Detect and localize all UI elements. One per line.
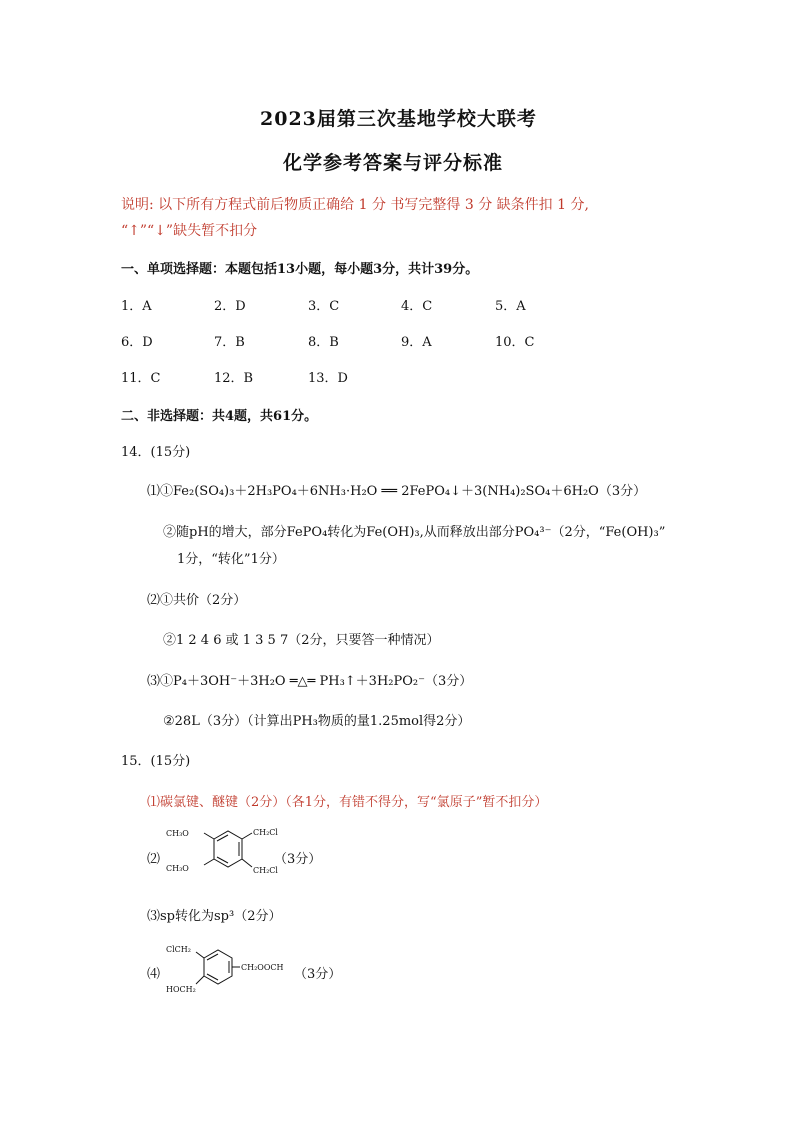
answer-item: 3．C [308,299,340,314]
answer-item: 4．C [401,299,433,314]
q15-part2-label: ⑵ [147,852,161,867]
struct4-label-top: ClCH₂ [166,945,191,954]
note-line-2: “↑”“↓”缺失暂不扣分 [121,223,258,239]
answer-item: 6．D [121,335,153,350]
struct4-label-right: CH₂OOCH [241,963,284,972]
q14-part2-1: ⑵①共价（2分） [147,593,247,608]
answer-item: 11．C [121,371,161,386]
answer-item: 7．B [214,335,245,350]
answer-item: 8．B [308,335,339,350]
struct2-label-bottom-left: CH₃O [166,864,189,873]
answer-item: 5．A [495,299,526,314]
note-line-1: 说明: 以下所有方程式前后物质正确给 1 分 书写完整得 3 分 缺条件扣 1 分, [121,197,589,213]
q14-part3-2: ②28L（3分）（计算出PH₃物质的量1.25mol得2分） [163,714,471,729]
page-title: 2023届第三次基地学校大联考 [260,108,537,130]
q14-part3-1: ⑶①P₄＋3OH⁻＋3H₂O ═△═ PH₃↑＋3H₂PO₂⁻（3分） [147,674,473,689]
answer-item: 13．D [308,371,348,386]
answer-item: 1．A [121,299,152,314]
q14-part1-1: ⑴①Fe₂(SO₄)₃＋2H₃PO₄＋6NH₃·H₂O ══ 2FePO₄↓＋3(NH₄)₂SO₄＋6H₂O（3分） [147,484,647,499]
q15-label: 15．(15分) [121,754,191,769]
structure-diagram-2 [160,825,290,887]
q14-label: 14．(15分) [121,445,191,460]
q15-part2-score: （3分） [274,852,322,867]
answer-item: 10．C [495,335,535,350]
q15-part4-score: （3分） [294,967,342,982]
struct2-label-top-right: CH₂Cl [253,828,278,837]
answer-item: 12．B [214,371,254,386]
q15-part3: ⑶sp转化为sp³（2分） [147,909,282,924]
section2-heading: 二、非选择题：共4题，共61分。 [121,409,318,424]
struct2-label-bottom-right: CH₂Cl [253,866,278,875]
answer-item: 2．D [214,299,246,314]
q14-part1-2b: 1分，“转化”1分） [177,552,285,567]
q14-part1-2a: ②随pH的增大，部分FePO₄转化为Fe(OH)₃,从而释放出部分PO₄³⁻（2分，“Fe(OH)₃” [163,525,666,540]
q15-part1: ⑴碳氯键、醚键（2分）（各1分，有错不得分，写“氯原子”暂不扣分） [147,795,548,810]
section1-heading: 一、单项选择题：本题包括13小题，每小题3分，共计39分。 [121,262,479,277]
answer-item: 9．A [401,335,432,350]
q14-part2-2: ②1 2 4 6 或 1 3 5 7（2分，只要答一种情况） [163,633,440,648]
struct2-label-top-left: CH₃O [166,829,189,838]
struct4-label-bottom: HOCH₂ [166,985,196,994]
page-subtitle: 化学参考答案与评分标准 [283,152,504,174]
q15-part4-label: ⑷ [147,967,161,982]
